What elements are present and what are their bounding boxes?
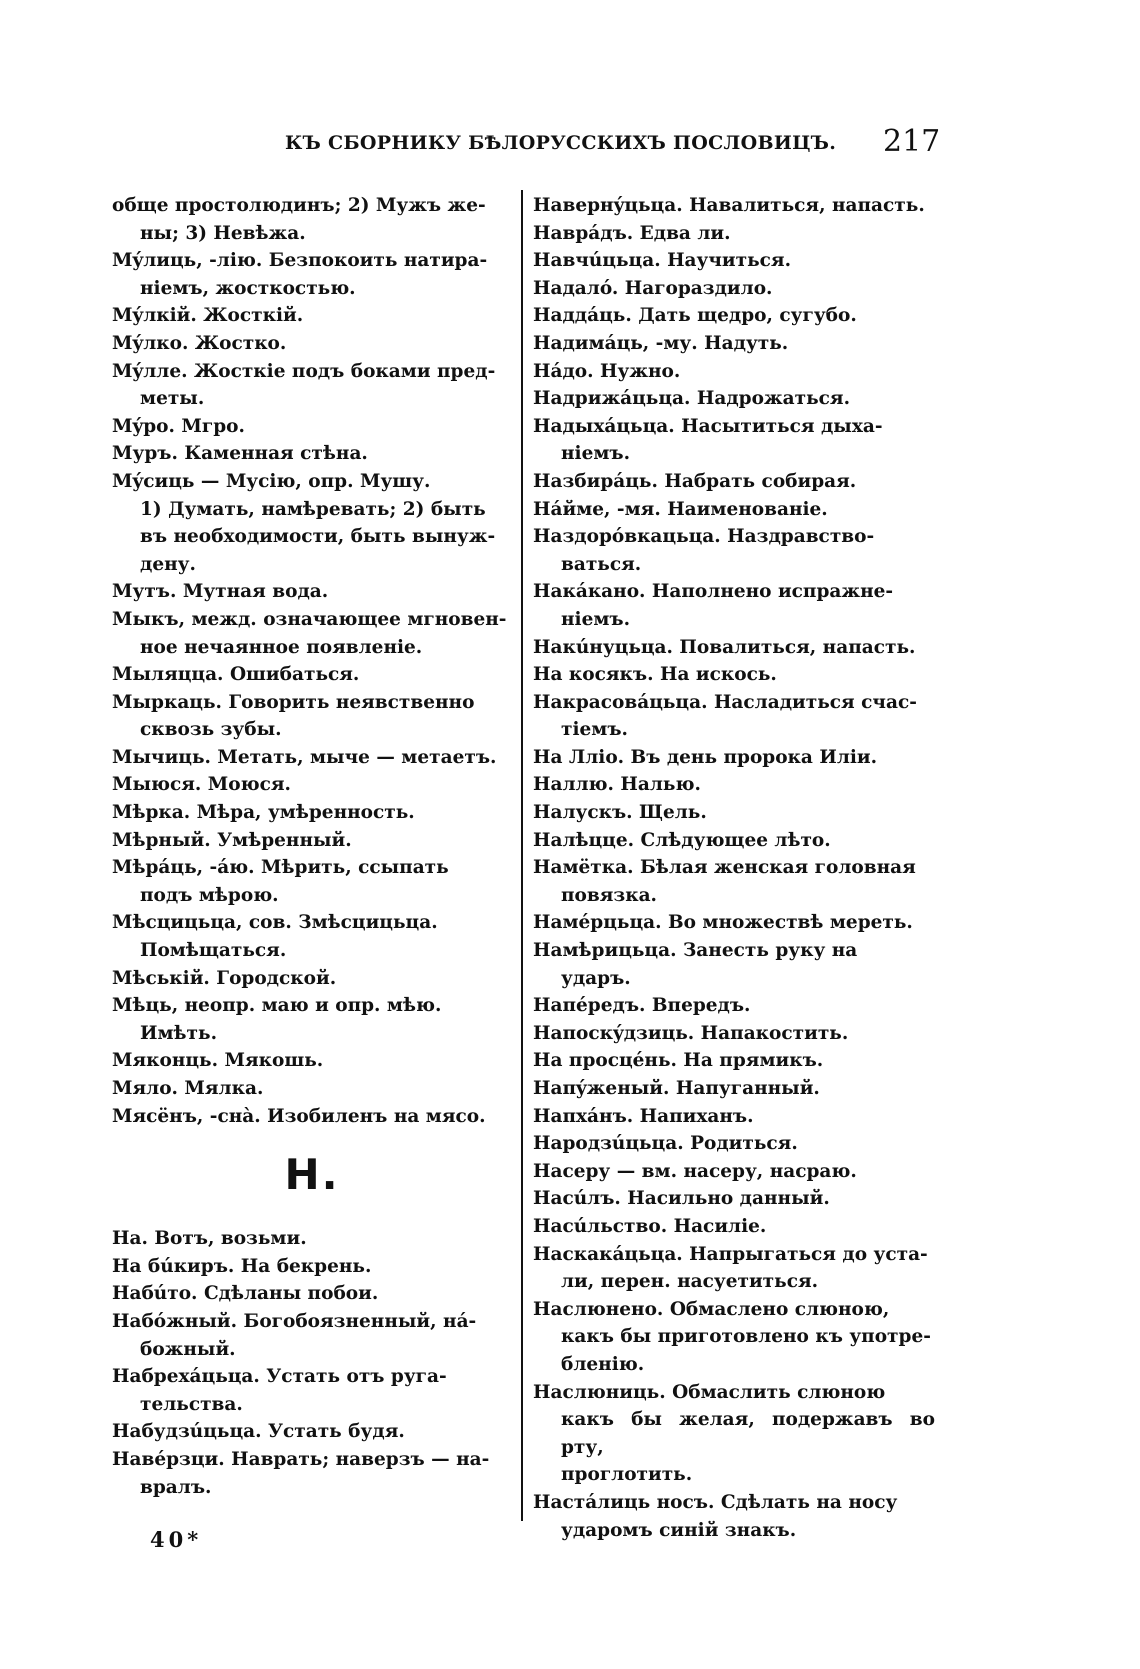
entry-line: Мѣській. Городской. bbox=[112, 967, 337, 989]
dictionary-entry bbox=[533, 799, 935, 827]
dictionary-entry bbox=[533, 827, 935, 855]
dictionary-entry bbox=[112, 799, 512, 827]
entry-continuation-line: ніемъ, жосткостью. bbox=[140, 277, 356, 299]
dictionary-entry bbox=[112, 1047, 512, 1075]
entry-continuation-line: ударъ. bbox=[561, 967, 631, 989]
dictionary-entry bbox=[112, 413, 512, 441]
dictionary-entry bbox=[533, 468, 935, 496]
entry-line: Намéрцьца. Во множествѣ мереть. bbox=[533, 912, 913, 934]
entry-line: На Лліо. Въ день пророка Иліи. bbox=[533, 746, 878, 768]
entry-continuation-line: повязка. bbox=[561, 884, 657, 906]
dictionary-entry bbox=[112, 440, 512, 468]
dictionary-entry bbox=[112, 909, 512, 964]
entry-continuation-line: ударомъ синій знакъ. bbox=[561, 1519, 797, 1541]
dictionary-entry bbox=[112, 1418, 512, 1446]
dictionary-entry bbox=[533, 330, 935, 358]
dictionary-entry bbox=[533, 1296, 935, 1379]
dictionary-entry bbox=[112, 1308, 512, 1363]
entry-line: На. Вотъ, возьми. bbox=[112, 1228, 307, 1250]
dictionary-entry bbox=[533, 854, 935, 909]
dictionary-entry bbox=[533, 634, 935, 662]
dictionary-entry bbox=[533, 1020, 935, 1048]
dictionary-entry bbox=[112, 606, 512, 661]
signature-mark: 40* bbox=[150, 1527, 203, 1552]
dictionary-entry bbox=[533, 1047, 935, 1075]
left-entries-m bbox=[112, 192, 512, 1130]
entry-line: Намётка. Бѣлая женская головная bbox=[533, 857, 916, 879]
entry-line: Насúлъ. Насильно данный. bbox=[533, 1188, 830, 1210]
dictionary-entry bbox=[533, 358, 935, 386]
dictionary-entry bbox=[112, 744, 512, 772]
entry-continuation-line: бленію. bbox=[561, 1353, 645, 1375]
left-entries-n bbox=[112, 1225, 512, 1501]
entry-line: Наврáдъ. Едва ли. bbox=[533, 222, 731, 244]
entry-line: Муръ. Каменная стѣна. bbox=[112, 443, 368, 465]
dictionary-entry bbox=[533, 909, 935, 937]
entry-continuation-line: 1) Думать, намѣревать; 2) быть bbox=[140, 498, 486, 520]
entry-continuation-line: тіемъ. bbox=[561, 719, 628, 741]
entry-continuation-line: ли, перен. насуетиться. bbox=[561, 1271, 819, 1293]
dictionary-entry bbox=[533, 496, 935, 524]
dictionary-entry bbox=[112, 965, 512, 993]
entry-line: Наздорóвкацьца. Наздравство- bbox=[533, 526, 875, 548]
dictionary-entry bbox=[533, 385, 935, 413]
dictionary-entry bbox=[112, 330, 512, 358]
entry-continuation-line: какъ бы приготовлено къ употре- bbox=[561, 1326, 931, 1348]
entry-line: Набóжный. Богобоязненный, нá- bbox=[112, 1310, 477, 1332]
dictionary-entry bbox=[112, 854, 512, 909]
entry-line: Накрасовáцьца. Насладиться счас- bbox=[533, 691, 917, 713]
entry-line: На бúкиръ. На бекрень. bbox=[112, 1255, 372, 1277]
entry-line: Мычиць. Метать, мыче — метаетъ. bbox=[112, 746, 497, 768]
entry-line: Надимáць, -му. Надуть. bbox=[533, 332, 789, 354]
entry-line: Налускъ. Щель. bbox=[533, 802, 707, 824]
dictionary-entry bbox=[112, 358, 512, 413]
dictionary-entry bbox=[112, 1253, 512, 1281]
dictionary-entry bbox=[533, 523, 935, 578]
entry-line: Народзúцьца. Родиться. bbox=[533, 1133, 798, 1155]
entry-line: Надрижáцьца. Надрожаться. bbox=[533, 388, 851, 410]
dictionary-entry bbox=[112, 827, 512, 855]
entry-line: Мýлкій. Жосткій. bbox=[112, 305, 304, 327]
dictionary-entry bbox=[112, 302, 512, 330]
entry-line: Наслюниць. Обмаслить слюною bbox=[533, 1381, 886, 1403]
entry-continuation-line: меты. bbox=[140, 388, 205, 410]
entry-line: Мѣрка. Мѣра, умѣренность. bbox=[112, 802, 415, 824]
dictionary-entry bbox=[533, 302, 935, 330]
entry-line: Наллю. Налью. bbox=[533, 774, 701, 796]
entry-line: Наддáць. Дать щедро, сугубо. bbox=[533, 305, 857, 327]
entry-continuation-line: Имѣть. bbox=[140, 1022, 218, 1044]
entry-line: Мяло. Мялка. bbox=[112, 1078, 264, 1099]
entry-continuation-line: ваться. bbox=[561, 553, 642, 575]
dictionary-entry bbox=[112, 1225, 512, 1253]
entry-continuation-line: ніемъ. bbox=[561, 443, 631, 465]
entry-line: Накúнуцьца. Повалиться, напасть. bbox=[533, 636, 916, 658]
entry-line: Надалó. Нагораздило. bbox=[533, 277, 773, 299]
dictionary-entry bbox=[533, 1158, 935, 1186]
entry-line: Мýлле. Жосткіе подъ боками пред- bbox=[112, 360, 496, 382]
entry-line: Напéредъ. Впередъ. bbox=[533, 995, 751, 1017]
dictionary-entry bbox=[533, 578, 935, 633]
column-divider bbox=[521, 190, 523, 1521]
dictionary-entry bbox=[112, 661, 512, 689]
entry-line: Мýлиць, -лію. Безпокоить натира- bbox=[112, 250, 488, 272]
entry-line: Напоскýдзиць. Напакостить. bbox=[533, 1022, 849, 1044]
running-head: КЪ СБОРНИКУ БѢЛОРУССКИХЪ ПОСЛОВИЦЪ. bbox=[285, 132, 837, 154]
entry-continuation-line: въ необходимости, быть вынуж- bbox=[140, 526, 496, 548]
entry-line: Мѣрáць, -áю. Мѣрить, ссыпать bbox=[112, 857, 449, 879]
entry-line: Мѣць, неопр. маю и опр. мѣю. bbox=[112, 995, 442, 1017]
entry-line: Настáлиць носъ. Сдѣлать на носу bbox=[533, 1491, 898, 1513]
dictionary-entry bbox=[533, 192, 935, 220]
entry-line: Наскакáцьца. Напрыгаться до уста- bbox=[533, 1243, 928, 1265]
entry-continuation-line: Помѣщаться. bbox=[140, 940, 287, 962]
entry-continuation-line: божный. bbox=[140, 1338, 236, 1360]
entry-line: Мыркаць. Говорить неявственно bbox=[112, 691, 475, 713]
page-number: 217 bbox=[883, 124, 941, 159]
entry-continuation-line: дену. bbox=[140, 553, 196, 575]
dictionary-entry bbox=[533, 275, 935, 303]
entry-line: Мыляцца. Ошибаться. bbox=[112, 664, 360, 686]
dictionary-entry bbox=[533, 1103, 935, 1131]
dictionary-entry bbox=[533, 1130, 935, 1158]
entry-line: Мутъ. Мутная вода. bbox=[112, 581, 329, 603]
entry-line: Навернýцьца. Навалиться, напасть. bbox=[533, 195, 925, 216]
entry-line: Насеру — вм. насеру, насраю. bbox=[533, 1160, 857, 1182]
entry-line: Мыюся. Моюся. bbox=[112, 774, 291, 796]
entry-line: На просцéнь. На прямикъ. bbox=[533, 1050, 824, 1072]
dictionary-entry bbox=[112, 771, 512, 799]
entry-line: обще простолюдинъ; 2) Мужъ же- bbox=[112, 195, 486, 216]
entry-line: Набúто. Сдѣланы побои. bbox=[112, 1283, 379, 1305]
dictionary-entry bbox=[533, 1213, 935, 1241]
right-column bbox=[533, 192, 935, 1544]
entry-continuation-line: сквозь зубы. bbox=[140, 719, 282, 741]
entry-line: Насúльство. Насиліе. bbox=[533, 1215, 767, 1237]
entry-line: На косякъ. На искось. bbox=[533, 664, 777, 686]
entry-line: Наслюнено. Обмаслено слюною, bbox=[533, 1298, 890, 1320]
section-letter-heading: Н. bbox=[284, 1150, 340, 1200]
dictionary-entry bbox=[112, 578, 512, 606]
entry-line: Намѣрицьца. Занесть руку на bbox=[533, 940, 858, 962]
dictionary-entry bbox=[112, 992, 512, 1047]
entry-line: Мѣрный. Умѣренный. bbox=[112, 829, 352, 851]
entry-line: Мяконць. Мякошь. bbox=[112, 1050, 324, 1072]
entry-line: Накáкано. Наполнено испражне- bbox=[533, 581, 894, 603]
entry-continuation-line: ны; 3) Невѣжа. bbox=[140, 222, 306, 244]
dictionary-entry bbox=[533, 992, 935, 1020]
entry-continuation-line: вралъ. bbox=[140, 1476, 212, 1498]
right-entries-n bbox=[533, 192, 935, 1544]
entry-line: Напýженый. Напуганный. bbox=[533, 1078, 820, 1099]
entry-line: Мýлко. Жостко. bbox=[112, 332, 287, 354]
left-column bbox=[112, 192, 512, 1501]
dictionary-entry bbox=[533, 1489, 935, 1544]
dictionary-entry bbox=[112, 468, 512, 578]
entry-continuation-line: ніемъ. bbox=[561, 608, 631, 630]
dictionary-entry bbox=[533, 661, 935, 689]
entry-line: Напхáнъ. Напиханъ. bbox=[533, 1105, 754, 1127]
entry-line: Мѣсцицьца, сов. Змѣсцицьца. bbox=[112, 912, 438, 934]
dictionary-entry bbox=[533, 220, 935, 248]
entry-continuation-line: ное нечаянное появленіе. bbox=[140, 636, 423, 658]
entry-continuation-line: подъ мѣрою. bbox=[140, 884, 279, 906]
dictionary-entry bbox=[112, 1363, 512, 1418]
dictionary-entry bbox=[533, 247, 935, 275]
entry-line: Надыхáцьца. Насытиться дыха- bbox=[533, 415, 883, 437]
dictionary-entry bbox=[533, 1075, 935, 1103]
dictionary-entry bbox=[533, 1241, 935, 1296]
entry-continuation-line: тельства. bbox=[140, 1393, 243, 1415]
dictionary-entry bbox=[533, 744, 935, 772]
dictionary-entry bbox=[112, 247, 512, 302]
dictionary-entry bbox=[112, 689, 512, 744]
entry-continuation-line: проглотить. bbox=[561, 1464, 693, 1486]
entry-line: Набудзúцьца. Устать будя. bbox=[112, 1421, 405, 1443]
entry-line: Нáдо. Нужно. bbox=[533, 360, 681, 382]
entry-line: Навéрзци. Наврать; наверзъ — на- bbox=[112, 1448, 490, 1470]
entry-continuation-line: какъ бы желая, подержавъ во рту, bbox=[561, 1409, 935, 1458]
dictionary-entry bbox=[533, 1185, 935, 1213]
dictionary-entry bbox=[112, 1075, 512, 1103]
dictionary-entry bbox=[533, 937, 935, 992]
dictionary-entry bbox=[533, 771, 935, 799]
dictionary-entry bbox=[112, 1103, 512, 1131]
dictionary-entry bbox=[112, 192, 512, 247]
entry-line: Нáйме, -мя. Наименованіе. bbox=[533, 498, 828, 520]
dictionary-entry bbox=[112, 1446, 512, 1501]
dictionary-entry bbox=[533, 1379, 935, 1489]
entry-line: Налѣцце. Слѣдующее лѣто. bbox=[533, 829, 831, 851]
dictionary-entry bbox=[533, 689, 935, 744]
dictionary-entry bbox=[112, 1280, 512, 1308]
entry-line: Навчúцьца. Научиться. bbox=[533, 250, 792, 272]
entry-line: Мыкъ, межд. означающее мгновен- bbox=[112, 608, 507, 630]
entry-line: Назбирáць. Набрать собирая. bbox=[533, 470, 857, 492]
entry-line: Мясёнъ, -снà. Изобиленъ на мясо. bbox=[112, 1105, 486, 1127]
entry-line: Мýсиць — Мусію, опр. Мушу. bbox=[112, 470, 431, 492]
entry-line: Мýро. Мгро. bbox=[112, 415, 245, 437]
dictionary-entry bbox=[533, 413, 935, 468]
entry-line: Набрехáцьца. Устать отъ руга- bbox=[112, 1366, 447, 1388]
